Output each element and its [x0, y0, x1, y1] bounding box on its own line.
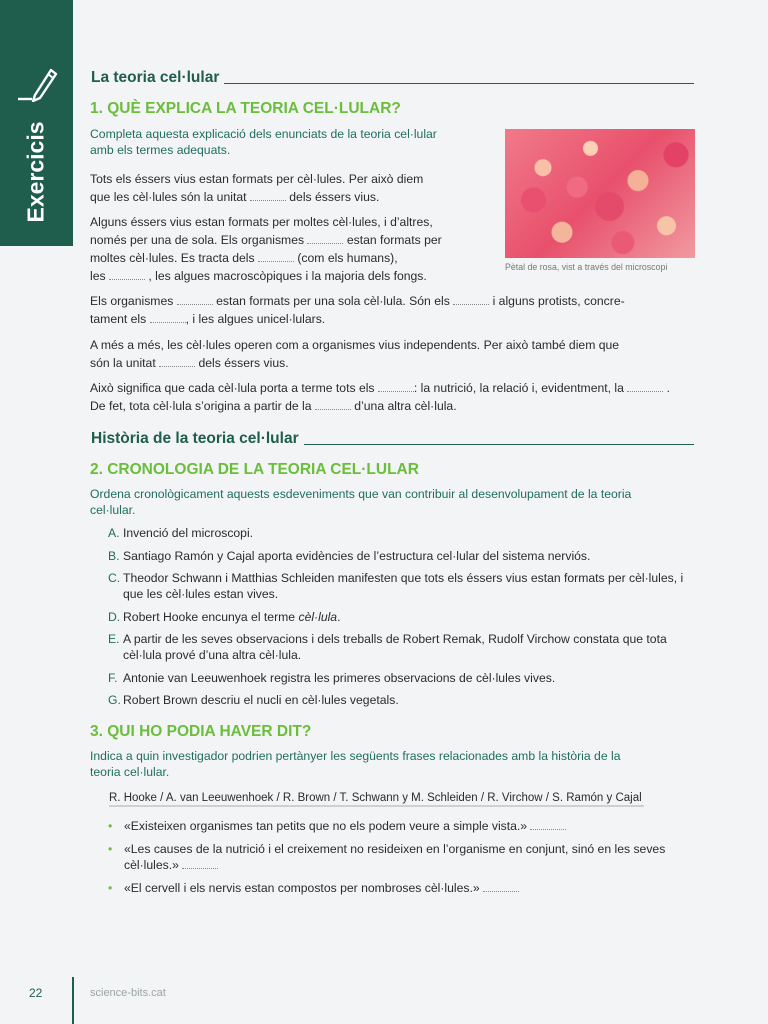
section-heading-rule: [304, 444, 694, 445]
chronology-list: [108, 525, 698, 715]
section-heading-rule: [224, 83, 694, 84]
exercise-3-title: 3. QUI HO PODIA HAVER DIT?: [90, 723, 312, 740]
side-tab-label: Exercicis: [22, 121, 49, 223]
exercise-2-instruction: [90, 487, 631, 518]
text-line: A més a més, les cèl·lules operen com a organismes vius independents. Per això també diem que: [90, 338, 620, 352]
answer-blank[interactable]: [378, 381, 414, 392]
text-line: són la unitat dels éssers vius.: [90, 356, 289, 370]
list-item: B. Santiago Ramón y Cajal aporta evidències de l’estructura cel·lular del sistema nerviós.: [108, 548, 591, 563]
paragraph-2: [90, 213, 442, 285]
answer-blank[interactable]: [109, 269, 145, 280]
answer-blank[interactable]: [530, 819, 566, 830]
list-item: • «Les causes de la nutrició i el creixement no resideixen en l’organisme en conjunt, sinó en les seves cèl·lules.»: [108, 842, 666, 872]
section-heading-text: Història de la teoria cel·lular: [91, 430, 299, 447]
paragraph-1: [90, 170, 423, 206]
text-line: Els organismes estan formats per una sola cèl·lula. Són els i alguns protists, concre-: [90, 294, 625, 308]
paragraph-5: [90, 379, 670, 415]
instruction-line: cel·lular.: [90, 502, 136, 517]
answer-blank[interactable]: [483, 881, 519, 892]
answer-blank[interactable]: [250, 190, 286, 201]
quotes-list: [108, 818, 698, 903]
answer-blank[interactable]: [453, 294, 489, 305]
list-item: G. Robert Brown descriu el nucli en cèl·lules vegetals.: [108, 693, 399, 707]
answer-blank[interactable]: [258, 251, 294, 262]
text-line: Això significa que cada cèl·lula porta a terme tots els : la nutrició, la relació i, evidentment, la .: [90, 381, 671, 395]
list-item: C. Theodor Schwann i Matthias Schleiden manifesten que tots els éssers vius estan formats per cèl·lules, i que les cèl·lules estan vives.: [108, 571, 684, 601]
footer-divider: [72, 977, 74, 1024]
instruction-line: Indica a quin investigador podrien pertànyer les següents frases relacionades amb la història de la: [90, 749, 621, 763]
answer-blank[interactable]: [307, 233, 343, 244]
text-line: De fet, tota cèl·lula s’origina a partir de la d’una altra cèl·lula.: [90, 399, 457, 413]
pencil-icon: [18, 66, 58, 102]
list-item: A. Invenció del microscopi.: [108, 526, 254, 540]
exercise-1-title: 1. QUÈ EXPLICA LA TEORIA CEL·LULAR?: [90, 100, 401, 117]
instruction-line: Completa aquesta explicació dels enunciats de la teoria cel·lular: [90, 127, 437, 141]
researcher-names: R. Hooke / A. van Leeuwenhoek / R. Brown / T. Schwann y M. Schleiden / R. Virchow / S. Ramón y Cajal: [109, 792, 644, 807]
list-item: • «Existeixen organismes tan petits que no els podem veure a simple vista.»: [108, 818, 698, 834]
text-line: Alguns éssers vius estan formats per moltes cèl·lules, i d’altres,: [90, 215, 433, 229]
answer-blank[interactable]: [177, 294, 213, 305]
instruction-line: Ordena cronològicament aquests esdeveniments que van contribuir al desenvolupament de la teoria: [90, 487, 632, 501]
page-number: 22: [29, 986, 43, 1000]
answer-blank[interactable]: [159, 356, 195, 367]
answer-blank[interactable]: [627, 381, 663, 392]
answer-blank[interactable]: [150, 312, 186, 323]
text-line: Tots els éssers vius estan formats per cèl·lules. Per això diem: [90, 172, 424, 186]
instruction-line: amb els termes adequats.: [90, 142, 231, 157]
text-line: moltes cèl·lules. Es tracta dels (com els humans),: [90, 251, 398, 265]
text-line: només per una de sola. Els organismes estan formats per: [90, 233, 442, 247]
text-line: les , les algues macroscòpiques i la majoria dels fongs.: [90, 269, 427, 283]
paragraph-3: [90, 292, 625, 328]
exercise-2-title: 2. CRONOLOGIA DE LA TEORIA CEL·LULAR: [90, 461, 419, 478]
text-line: tament els , i les algues unicel·lulars.: [90, 312, 326, 326]
footer-site: science-bits.cat: [90, 987, 166, 999]
rose-petal-microscope-image: [505, 129, 695, 258]
answer-blank[interactable]: [182, 858, 218, 869]
side-tab: [0, 0, 73, 246]
section-heading-teoria: [91, 69, 694, 87]
instruction-line: teoria cel·lular.: [90, 764, 170, 779]
list-item: • «El cervell i els nervis estan compostos per nombroses cèl·lules.»: [108, 880, 698, 896]
image-caption: Pètal de rosa, vist a través del microscopi: [505, 262, 668, 272]
list-item: F. Antonie van Leeuwenhoek registra les primeres observacions de cèl·lules vives.: [108, 670, 556, 685]
list-item: D. Robert Hooke encunya el terme cèl·lula.: [108, 609, 341, 624]
exercise-1-instruction: [90, 127, 437, 158]
list-item: E. A partir de les seves observacions i dels treballs de Robert Remak, Rudolf Virchow constata que tota cèl·lula prové d’una altra cèl·lula.: [108, 632, 667, 662]
text-line: que les cèl·lules són la unitat dels éssers vius.: [90, 190, 380, 204]
answer-blank[interactable]: [315, 399, 351, 410]
section-heading-historia: [91, 430, 694, 448]
exercise-3-instruction: [90, 749, 620, 780]
section-heading-text: La teoria cel·lular: [91, 69, 220, 86]
paragraph-4: [90, 336, 619, 372]
